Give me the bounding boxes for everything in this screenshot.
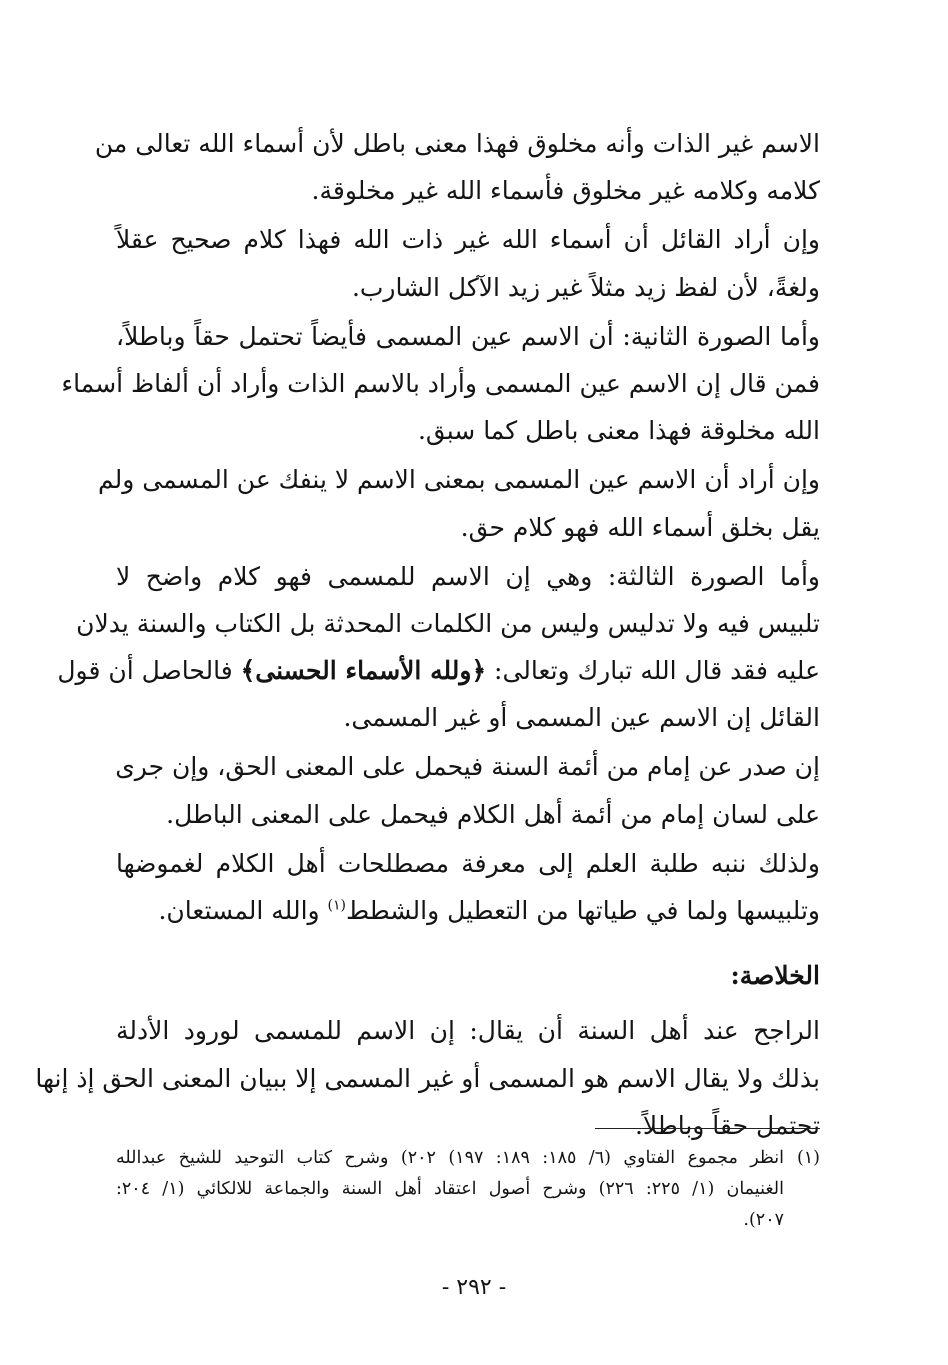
footnote-divider: [595, 1128, 820, 1129]
text-run: عليه فقد قال الله تبارك وتعالى:: [486, 656, 820, 686]
text-line: بذلك ولا يقال الاسم هو المسمى أو غير المسمى إلا ببيان المعنى الحق إذ إنها: [35, 1063, 820, 1093]
paragraph-3: [61, 313, 820, 455]
paragraph-4: [97, 456, 820, 550]
text-line: تحتمل حقاً وباطلاً.: [634, 1110, 820, 1140]
text-run: فالحاصل أن قول: [57, 656, 241, 686]
paragraph-1: [94, 120, 820, 214]
text-line: تلبيس فيه ولا تدليس وليس من الكلمات المحدثة بل الكتاب والسنة يدلان: [76, 608, 820, 638]
text-line: القائل إن الاسم عين المسمى أو غير المسمى.: [343, 703, 820, 733]
quran-verse: ﴿ولله الأسماء الحسنى﴾: [240, 656, 487, 686]
text-line: وإن أراد أن الاسم عين المسمى بمعنى الاسم لا ينفك عن المسمى ولم: [97, 465, 820, 495]
text-line: إن صدر عن إمام من أئمة السنة فيحمل على المعنى الحق، وإن جرى: [115, 752, 820, 782]
footnote-number: (١): [796, 1148, 820, 1168]
body-text: [35, 120, 820, 1149]
text-line: وأما الصورة الثانية: أن الاسم عين المسمى فأيضاً تحتمل حقاً وباطلاً،: [116, 321, 820, 351]
footnote-line: ٢٠٧).: [743, 1210, 784, 1230]
text-line: فمن قال إن الاسم عين المسمى وأراد بالاسم الذات وأراد أن ألفاظ أسماء: [61, 368, 820, 398]
text-line: وإن أراد القائل أن أسماء الله غير ذات الله فهذا كلام صحيح عقلاً: [116, 225, 820, 255]
paragraph-5: [57, 553, 820, 742]
paragraph-7: [116, 840, 820, 934]
quran-verse-line: [57, 647, 820, 694]
text-line: كلامه وكلامه غير مخلوق فأسماء الله غير مخلوقة.: [311, 176, 820, 206]
text-line: يقل بخلق أسماء الله فهو كلام حق.: [460, 512, 820, 542]
text-run: والله المستعان.: [158, 896, 328, 925]
text-line: وأما الصورة الثالثة: وهي إن الاسم للمسمى فهو كلام واضح لا: [116, 561, 820, 591]
text-line: على لسان إمام من أئمة أهل الكلام فيحمل على المعنى الباطل.: [166, 799, 820, 829]
paragraph-6: [116, 743, 820, 837]
paragraph-2: [116, 216, 820, 310]
footnote-text: انظر مجموع الفتاوي (٦/ ١٨٥: ١٨٩: ١٩٧) ٢٠٢) وشرح كتاب التوحيد للشيخ عبدالله: [116, 1148, 784, 1168]
footnote-line: [116, 1143, 820, 1174]
text-run: وتلبيسها ولما في طياتها من التعطيل والشطط: [346, 896, 820, 925]
text-line: الاسم غير الذات وأنه مخلوق فهذا معنى باطل لأن أسماء الله تعالى من: [94, 129, 820, 158]
page-number: - ٢٩٢ -: [441, 1275, 507, 1300]
footnote-marker[interactable]: (١): [327, 897, 347, 914]
text-line: ولذلك ننبه طلبة العلم إلى معرفة مصطلحات أهل الكلام لغموضها: [116, 848, 820, 878]
footnote: [116, 1143, 820, 1236]
text-line: ولغةً، لأن لفظ زيد مثلاً غير زيد الآكل الشارب.: [351, 272, 820, 302]
text-line: الله مخلوقة فهذا معنى باطل كما سبق.: [417, 416, 820, 446]
section-heading: الخلاصة:: [730, 961, 820, 991]
footnote-line: الغنيمان (١/ ٢٢٥: ٢٢٦) وشرح أصول اعتقاد أهل السنة والجماعة للالكائي (١/ ٢٠٤:: [116, 1179, 784, 1199]
footnote-ref-line: [116, 887, 820, 934]
text-line: الراجح عند أهل السنة أن يقال: إن الاسم للمسمى لورود الأدلة: [116, 1016, 820, 1046]
